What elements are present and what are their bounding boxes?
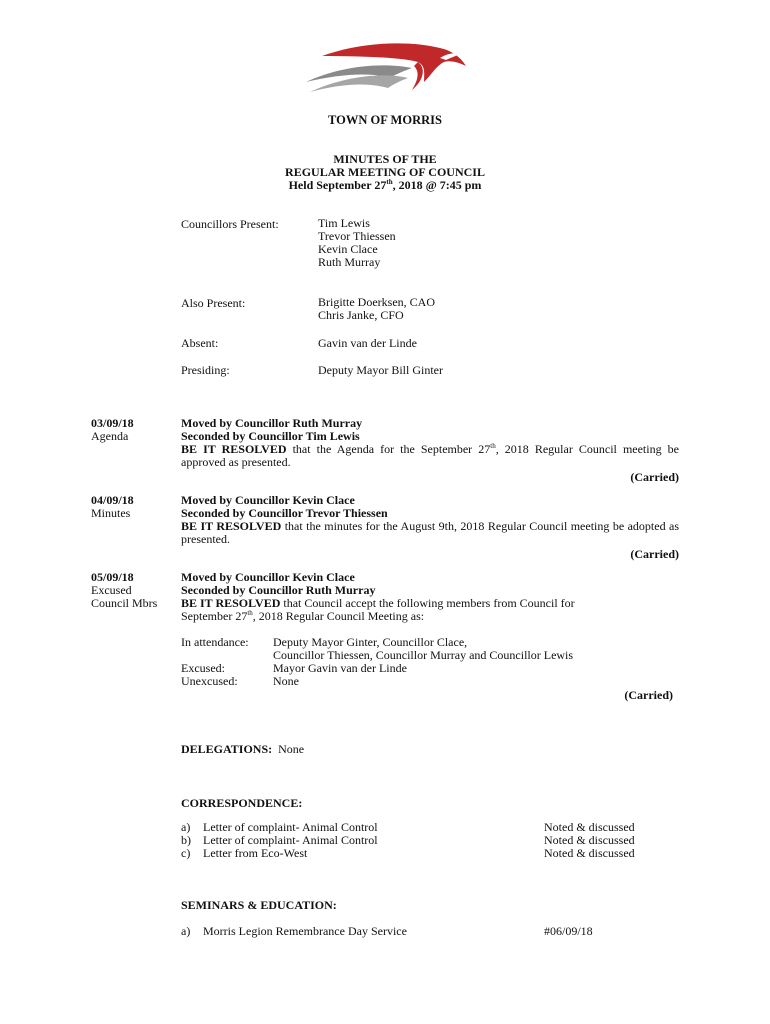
staff-name: Chris Janke, CFO — [318, 308, 404, 322]
resolution-body — [181, 417, 679, 484]
item-status: Noted & discussed — [544, 846, 635, 860]
correspondence-items — [203, 821, 378, 860]
delegations-label: DELEGATIONS: — [181, 742, 273, 756]
list-marker: a) — [181, 820, 191, 834]
seconded-by: Seconded by Councillor Ruth Murray — [181, 583, 376, 597]
seminars-heading: SEMINARS & EDUCATION: — [181, 898, 337, 912]
seconded-by: Seconded by Councillor Trevor Thiessen — [181, 506, 388, 520]
councillors-present-label: Councillors Present: — [181, 217, 279, 231]
excused-label: Excused: — [181, 661, 225, 675]
absent-value: Gavin van der Linde — [318, 336, 417, 350]
moved-by: Moved by Councillor Kevin Clace — [181, 570, 355, 584]
resolution-number: 05/09/18 — [91, 570, 134, 584]
councillor-name: Trevor Thiessen — [318, 229, 396, 243]
resolution-text: September 27th, 2018 Regular Council Meeting as: — [181, 609, 425, 623]
list-marker: c) — [181, 846, 191, 860]
meeting-heading: REGULAR MEETING OF COUNCIL — [285, 165, 485, 179]
staff-name: Brigitte Doerksen, CAO — [318, 295, 435, 309]
meeting-date: Held September 27th, 2018 @ 7:45 pm — [288, 178, 482, 192]
delegations-value: None — [278, 742, 305, 756]
resolution-number-block — [91, 494, 134, 520]
unexcused-label: Unexcused: — [181, 674, 238, 688]
presiding-value: Deputy Mayor Bill Ginter — [318, 363, 443, 377]
resolution-topic: Council Mbrs — [91, 596, 158, 610]
in-attendance-value: Councillor Thiessen, Councillor Murray and Councillor Lewis — [273, 648, 574, 662]
attendance-labels — [181, 636, 249, 688]
correspondence-markers — [181, 821, 191, 860]
resolution-body — [181, 571, 679, 623]
moved-by: Moved by Councillor Ruth Murray — [181, 416, 363, 430]
also-present-label: Also Present: — [181, 296, 246, 310]
seconded-by: Seconded by Councillor Tim Lewis — [181, 429, 360, 443]
correspondence-statuses — [544, 821, 635, 860]
resolution-number-block — [91, 417, 134, 443]
in-attendance-label: In attendance: — [181, 635, 249, 649]
town-name: TOWN OF MORRIS — [328, 113, 442, 127]
resolution-topic: Excused — [91, 583, 132, 597]
councillor-name: Kevin Clace — [318, 242, 378, 256]
list-item: Letter of complaint- Animal Control — [203, 833, 378, 847]
resolution-number: 03/09/18 — [91, 416, 134, 430]
resolution-text: BE IT RESOLVED that Council accept the following members from Council for — [181, 596, 575, 610]
town-logo-icon — [300, 38, 470, 100]
councillor-name: Ruth Murray — [318, 255, 381, 269]
resolution-text: BE IT RESOLVED that the Agenda for the September 27th, 2018 Regular Council meeting be approved as presented. — [181, 442, 679, 469]
list-item: Morris Legion Remembrance Day Service — [203, 924, 407, 938]
item-reference: #06/09/18 — [544, 924, 593, 938]
carried-label: (Carried) — [624, 688, 673, 702]
resolution-topic: Minutes — [91, 506, 131, 520]
councillors-list — [318, 217, 396, 269]
list-marker: b) — [181, 833, 191, 847]
carried-label: (Carried) — [630, 547, 679, 561]
correspondence-heading: CORRESPONDENCE: — [181, 796, 303, 810]
list-item: Letter from Eco-West — [203, 846, 308, 860]
absent-label: Absent: — [181, 336, 219, 350]
also-present-list — [318, 296, 435, 322]
list-marker: a) — [181, 924, 191, 938]
resolution-text: BE IT RESOLVED that the minutes for the August 9th, 2018 Regular Council meeting be adopted as presented. — [181, 519, 679, 546]
carried-label: (Carried) — [630, 470, 679, 484]
resolution-number: 04/09/18 — [91, 493, 134, 507]
resolution-body — [181, 494, 679, 561]
item-status: Noted & discussed — [544, 820, 635, 834]
resolution-number-block — [91, 571, 157, 610]
list-item: Letter of complaint- Animal Control — [203, 820, 378, 834]
minutes-heading: MINUTES OF THE — [333, 152, 437, 166]
in-attendance-value: Deputy Mayor Ginter, Councillor Clace, — [273, 635, 468, 649]
attendance-values — [273, 636, 573, 688]
item-status: Noted & discussed — [544, 833, 635, 847]
councillor-name: Tim Lewis — [318, 216, 370, 230]
excused-value: Mayor Gavin van der Linde — [273, 661, 407, 675]
resolution-topic: Agenda — [91, 429, 129, 443]
delegations-line — [181, 742, 304, 757]
moved-by: Moved by Councillor Kevin Clace — [181, 493, 355, 507]
presiding-label: Presiding: — [181, 363, 230, 377]
unexcused-value: None — [273, 674, 299, 688]
